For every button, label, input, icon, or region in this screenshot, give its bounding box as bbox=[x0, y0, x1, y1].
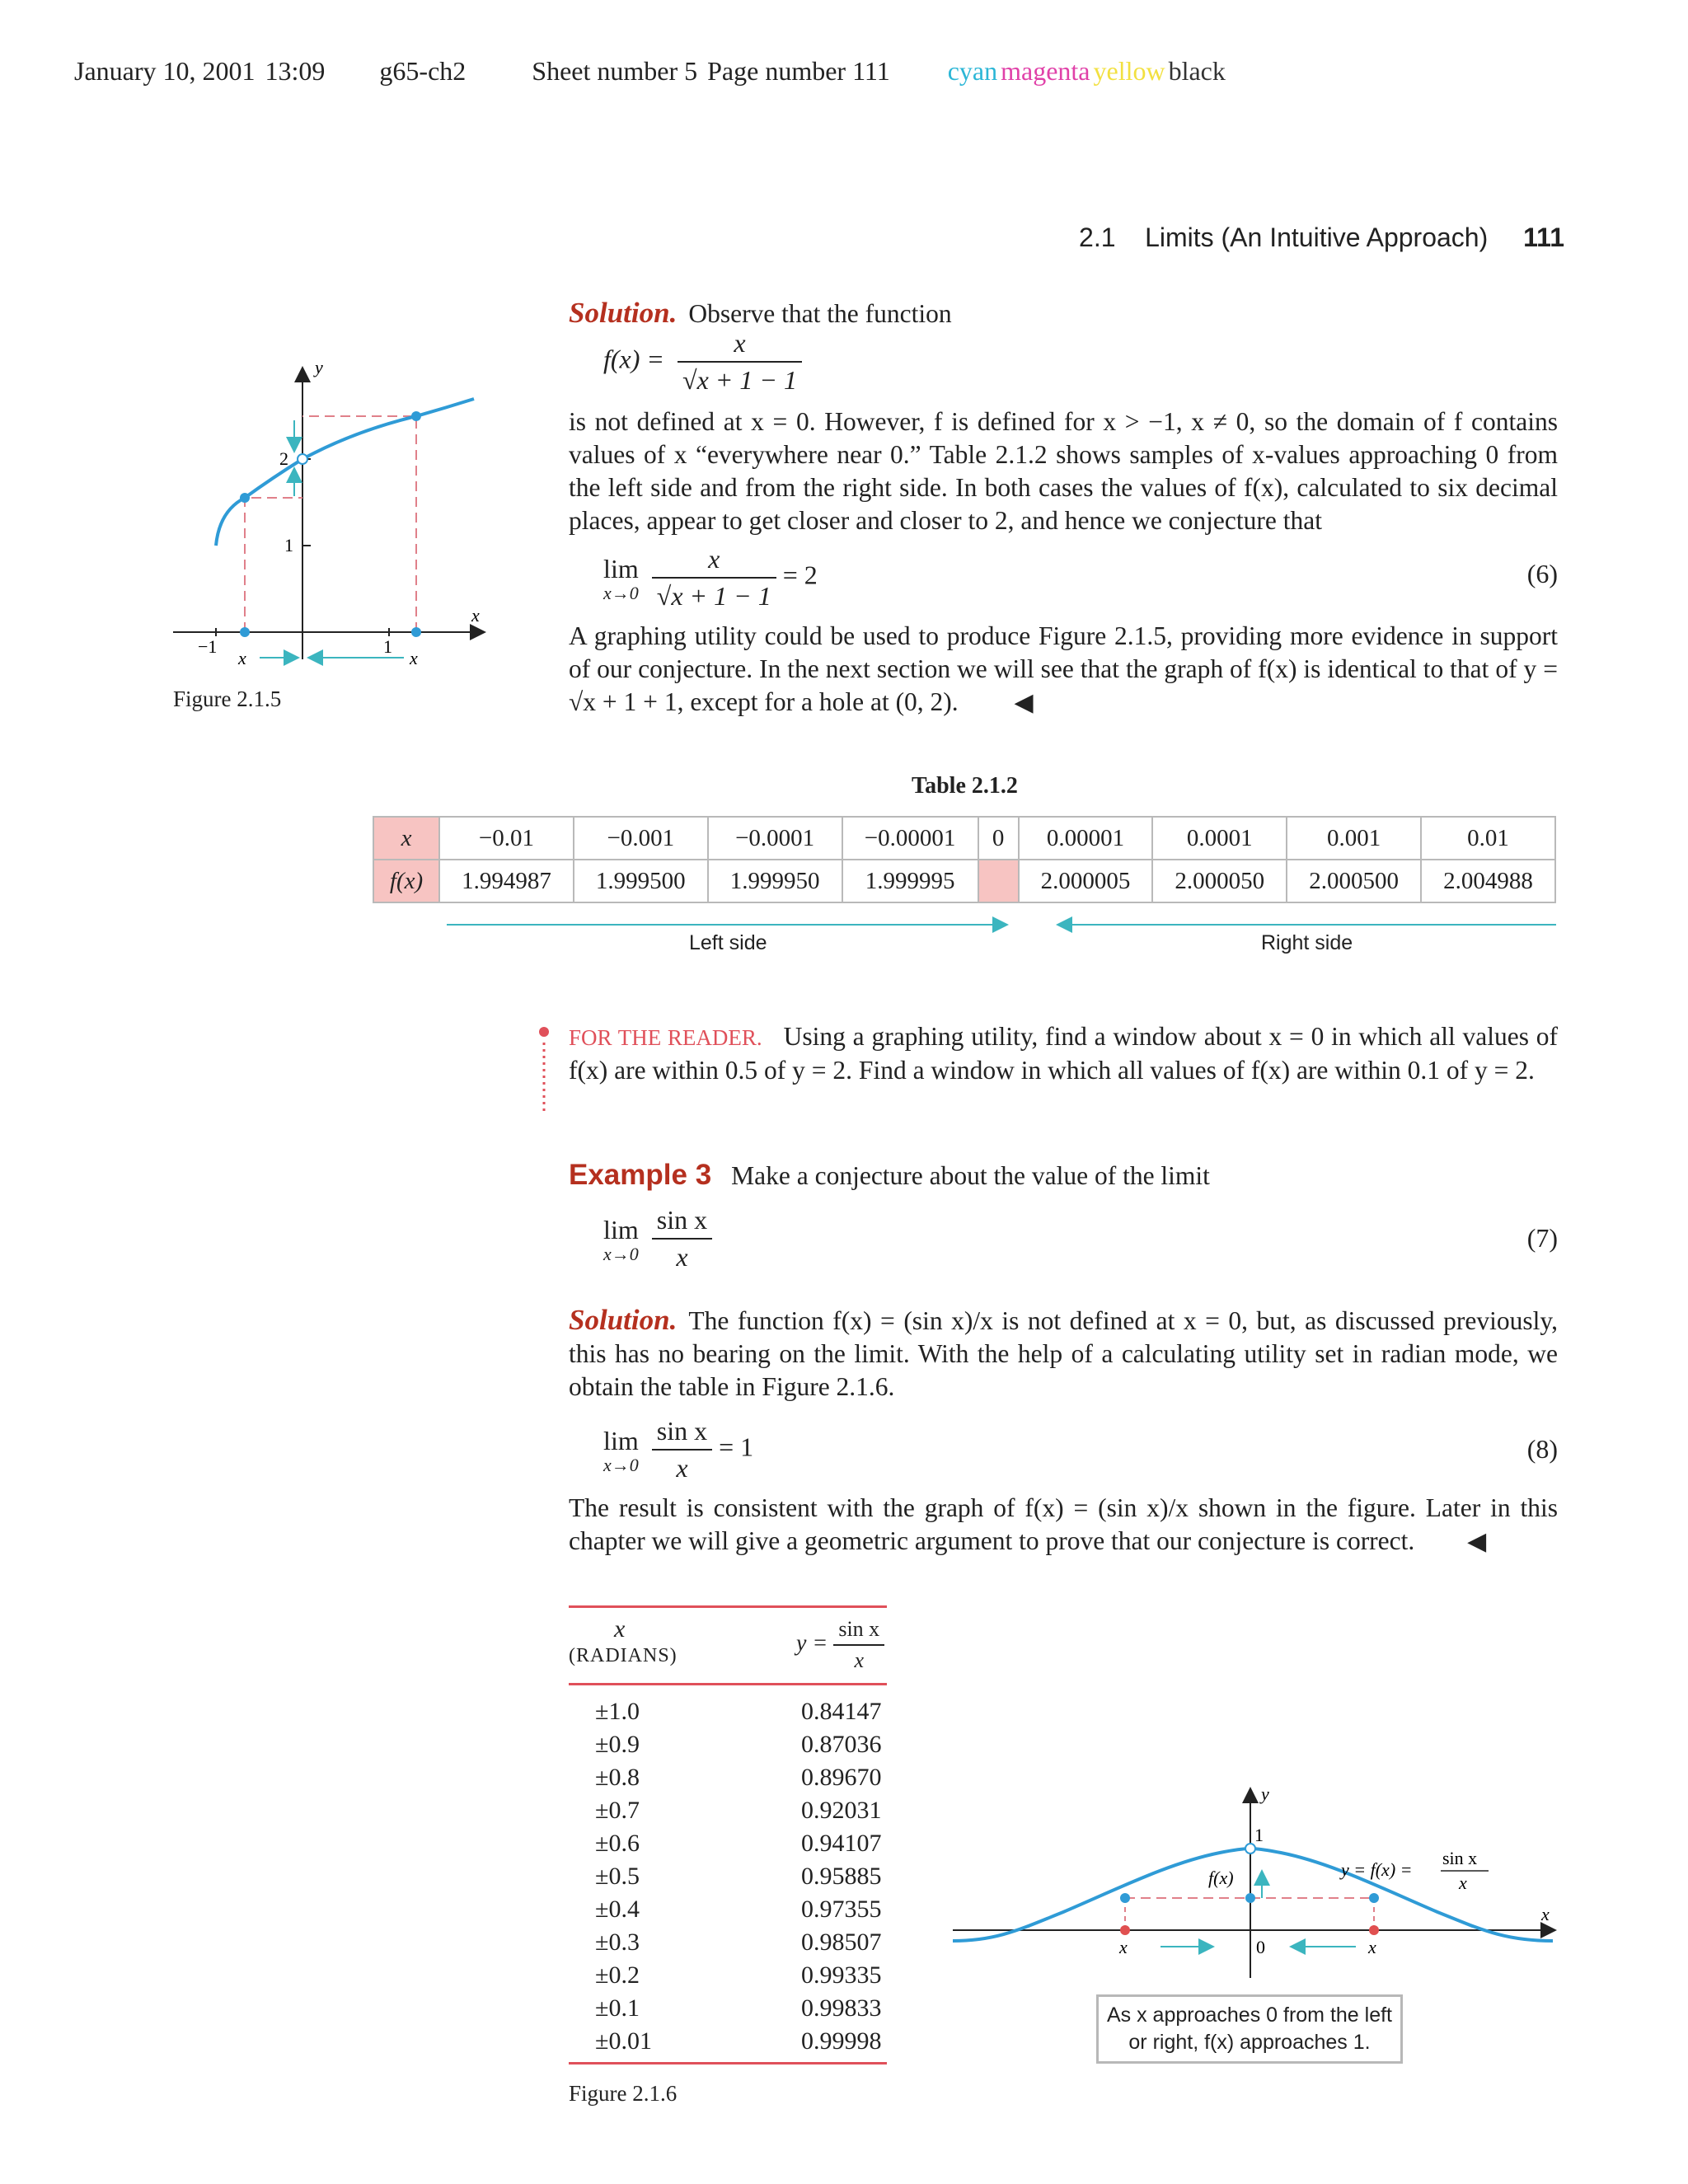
sin-table-y-cell: 0.99335 bbox=[801, 1961, 882, 1989]
curve-label-den: x bbox=[1459, 1872, 1467, 1893]
hole-marker bbox=[298, 454, 307, 464]
fx-cell: 1.999500 bbox=[574, 860, 708, 902]
col-head-y-den: x bbox=[833, 1644, 884, 1673]
end-of-solution-mark: ◀ bbox=[1014, 689, 1034, 716]
solution-1-lead bbox=[569, 297, 1558, 330]
function-definition bbox=[603, 328, 802, 396]
sin-table-y-cell: 0.84147 bbox=[801, 1698, 882, 1725]
left-side-label: Left side bbox=[689, 931, 767, 954]
col-head-y-num: sin x bbox=[838, 1617, 880, 1641]
x-cell: 0 bbox=[978, 817, 1019, 860]
limit-equation-8 bbox=[603, 1416, 753, 1483]
sin-table-y-cell: 0.98507 bbox=[801, 1929, 882, 1956]
solution-2-paragraph-2 bbox=[569, 1492, 1558, 1558]
sin-table-x-cell: ±0.6 bbox=[595, 1830, 640, 1857]
solution-1-heading: Solution. bbox=[569, 297, 678, 329]
print-page: Page number 111 bbox=[707, 56, 890, 86]
x-cell: −0.001 bbox=[574, 817, 708, 860]
for-the-reader bbox=[569, 1020, 1558, 1087]
table-2-1-2 bbox=[373, 816, 1556, 903]
table-rule-top bbox=[569, 1605, 887, 1608]
color-cyan: cyan bbox=[947, 56, 998, 86]
fx-cell: 2.000500 bbox=[1287, 860, 1421, 902]
x-cell: −0.0001 bbox=[708, 817, 842, 860]
fx-cell: 2.000005 bbox=[1019, 860, 1153, 902]
sin-table-y-cell: 0.99998 bbox=[801, 2027, 882, 2055]
table-side-arrows bbox=[445, 916, 1558, 933]
solution-2-para2-text: The result is consistent with the graph of f(x) = (sin x)/x shown in the figure. Later in this chapter we will give a geometric argument to prove that our conjecture is correct. bbox=[569, 1493, 1558, 1555]
sin-zero: 0 bbox=[1256, 1937, 1265, 1957]
solution-1-lead-text: Observe that the function bbox=[688, 299, 952, 328]
table-rule-bottom bbox=[569, 2062, 887, 2064]
row-label-fx: f(x) bbox=[373, 860, 439, 902]
fig215-y-label: y bbox=[315, 357, 323, 377]
fig215-two: 2 bbox=[279, 448, 288, 469]
limit-8-rhs: = 1 bbox=[719, 1432, 754, 1462]
fig215-one: 1 bbox=[284, 535, 293, 555]
sin-y-label: y bbox=[1261, 1783, 1269, 1804]
figure-2-1-5-caption: Figure 2.1.5 bbox=[173, 687, 282, 711]
fig215-x-left: x bbox=[238, 648, 246, 668]
table-row-x bbox=[373, 817, 1555, 860]
sin-table-y-cell: 0.97355 bbox=[801, 1896, 882, 1923]
row-label-x: x bbox=[373, 817, 439, 860]
sin-table-y-cell: 0.89670 bbox=[801, 1764, 882, 1791]
x-cell: 0.01 bbox=[1421, 817, 1555, 860]
fx-cell-undefined bbox=[978, 860, 1019, 902]
limit-6-den: √x + 1 − 1 bbox=[652, 577, 776, 612]
sin-x-left: x bbox=[1119, 1937, 1128, 1957]
limit-6-rhs: = 2 bbox=[782, 560, 818, 590]
print-file: g65-ch2 bbox=[379, 56, 467, 86]
f-lhs: f(x) = bbox=[603, 344, 664, 374]
color-yellow: yellow bbox=[1093, 56, 1165, 86]
x-cell: 0.00001 bbox=[1019, 817, 1153, 860]
fx-cell: 1.999995 bbox=[842, 860, 978, 902]
limit-8-den: x bbox=[652, 1449, 712, 1483]
x-cell: −0.00001 bbox=[842, 817, 978, 860]
sin-table-x-cell: ±0.1 bbox=[595, 1994, 640, 2022]
section-number: 2.1 bbox=[1079, 223, 1116, 252]
print-info-strip bbox=[74, 56, 1226, 87]
print-time: 13:09 bbox=[265, 56, 326, 86]
f-numerator: x bbox=[734, 328, 746, 358]
limit-7-sub: x→0 bbox=[603, 1243, 639, 1264]
sin-table-x-cell: ±0.9 bbox=[595, 1731, 640, 1758]
sin-table-y-cell: 0.99833 bbox=[801, 1994, 882, 2022]
example-3-text: Make a conjecture about the value of the limit bbox=[731, 1161, 1210, 1190]
limit-6-num: x bbox=[708, 544, 720, 574]
curve-label: y = f(x) = bbox=[1341, 1859, 1413, 1880]
equation-number-8: (8) bbox=[1526, 1434, 1558, 1464]
page-number: 111 bbox=[1523, 223, 1564, 252]
sin-one: 1 bbox=[1254, 1825, 1264, 1845]
guide-left bbox=[245, 498, 302, 632]
limit-7-word: lim bbox=[603, 1214, 639, 1244]
solution-1-para2-text: A graphing utility could be used to produce Figure 2.1.5, providing more evidence in support of our conjecture. In the next section we will see that the graph of f(x) is identical to that of y = √x + 1 + 1, except for a hole at (0, 2). bbox=[569, 621, 1558, 716]
curve bbox=[216, 399, 474, 546]
print-sheet: Sheet number 5 bbox=[532, 56, 698, 86]
col-head-y-lhs: y = bbox=[796, 1630, 828, 1657]
fig215-x-label: x bbox=[471, 605, 480, 626]
sin-table-y-cell: 0.87036 bbox=[801, 1731, 882, 1758]
col-head-y bbox=[796, 1617, 884, 1673]
color-black: black bbox=[1168, 56, 1226, 86]
limit-7-den: x bbox=[652, 1238, 712, 1272]
fx-cell: 2.004988 bbox=[1421, 860, 1555, 902]
sin-table-x-cell: ±0.8 bbox=[595, 1764, 640, 1791]
sin-table-x-cell: ±0.01 bbox=[595, 2027, 652, 2055]
table-row-fx bbox=[373, 860, 1555, 902]
graph-callout: As x approaches 0 from the left or right, f(x) approaches 1. bbox=[1096, 1994, 1403, 2064]
x-cell: 0.0001 bbox=[1152, 817, 1287, 860]
solution-2-paragraph bbox=[569, 1304, 1558, 1404]
end-of-solution-mark-2: ◀ bbox=[1467, 1528, 1487, 1555]
sin-table-x-cell: ±0.4 bbox=[595, 1896, 640, 1923]
figure-2-1-5-graph bbox=[165, 354, 495, 684]
fig215-neg-one: −1 bbox=[198, 636, 218, 657]
limit-equation-6 bbox=[603, 544, 818, 612]
example-3 bbox=[569, 1159, 1558, 1193]
fig215-x-right: x bbox=[410, 648, 418, 668]
sin-table-y-cell: 0.92031 bbox=[801, 1797, 882, 1824]
limit-8-num: sin x bbox=[656, 1416, 708, 1446]
sin-table-x-cell: ±1.0 bbox=[595, 1698, 640, 1725]
for-the-reader-text: Using a graphing utility, find a window about x = 0 in which all values of f(x) are within 0.5 of y = 2. Find a window in which all values of f(x) are within 0.1 of y = 2. bbox=[569, 1022, 1558, 1085]
solution-1-paragraph-2 bbox=[569, 620, 1558, 719]
curve-label-num: sin x bbox=[1442, 1848, 1478, 1868]
solution-2-heading: Solution. bbox=[569, 1304, 678, 1336]
sin-fx-label: f(x) bbox=[1208, 1868, 1234, 1888]
for-the-reader-label: FOR THE READER. bbox=[569, 1025, 762, 1050]
reader-marker bbox=[536, 1026, 552, 1117]
fx-cell: 1.999950 bbox=[708, 860, 842, 902]
limit-8-word: lim bbox=[603, 1425, 639, 1455]
limit-7-num: sin x bbox=[656, 1205, 708, 1235]
solution-2-text: The function f(x) = (sin x)/x is not defined at x = 0, but, as discussed previously, this has no bearing on the limit. With the help of a calculating utility set in radian mode, we obtain the table in Figure 2.1.6. bbox=[569, 1306, 1558, 1401]
right-side-label: Right side bbox=[1261, 931, 1353, 954]
limit-6-word: lim bbox=[603, 553, 639, 583]
f-denominator: √x + 1 − 1 bbox=[678, 361, 802, 396]
sin-table-x-cell: ±0.3 bbox=[595, 1929, 640, 1956]
equation-number-7: (7) bbox=[1526, 1223, 1558, 1253]
figure-2-1-6-caption: Figure 2.1.6 bbox=[569, 2081, 678, 2106]
equation-number-6: (6) bbox=[1526, 559, 1558, 588]
color-magenta: magenta bbox=[1001, 56, 1090, 86]
sin-table-x-cell: ±0.7 bbox=[595, 1797, 640, 1824]
col-head-radians: (RADIANS) bbox=[569, 1645, 678, 1666]
fx-cell: 2.000050 bbox=[1152, 860, 1287, 902]
limit-equation-7 bbox=[603, 1205, 712, 1272]
solution-1-paragraph: is not defined at x = 0. However, f is defined for x > −1, x ≠ 0, so the domain of f contains values of x “everywhere near 0.” Table 2.1.2 shows samples of x-values approaching 0 from the left side and from the right side. In both cases the values of f(x), calculated to six decimal places, appear to get closer and closer to 2, and hence we conjecture that bbox=[569, 407, 1558, 535]
table-rule-mid bbox=[569, 1683, 887, 1685]
x-cell: 0.001 bbox=[1287, 817, 1421, 860]
sin-x-label: x bbox=[1541, 1904, 1550, 1924]
print-date: January 10, 2001 bbox=[74, 56, 256, 86]
fx-cell: 1.994987 bbox=[439, 860, 574, 902]
running-head bbox=[1079, 223, 1564, 253]
table-2-1-2-title: Table 2.1.2 bbox=[912, 773, 1018, 799]
sin-table bbox=[569, 1605, 887, 2055]
sin-table-x-cell: ±0.2 bbox=[595, 1961, 640, 1989]
sin-x-right: x bbox=[1368, 1937, 1376, 1957]
sin-table-x-cell: ±0.5 bbox=[595, 1863, 640, 1890]
sin-table-y-cell: 0.95885 bbox=[801, 1863, 882, 1890]
sin-table-y-cell: 0.94107 bbox=[801, 1830, 882, 1857]
section-title: Limits (An Intuitive Approach) bbox=[1145, 223, 1489, 252]
x-cell: −0.01 bbox=[439, 817, 574, 860]
sinx-graph bbox=[948, 1780, 1558, 1986]
limit-8-sub: x→0 bbox=[603, 1454, 639, 1475]
limit-6-sub: x→0 bbox=[603, 582, 639, 603]
col-head-x: x bbox=[614, 1615, 626, 1643]
fig215-one-x: 1 bbox=[383, 636, 392, 657]
example-3-heading: Example 3 bbox=[569, 1159, 712, 1191]
